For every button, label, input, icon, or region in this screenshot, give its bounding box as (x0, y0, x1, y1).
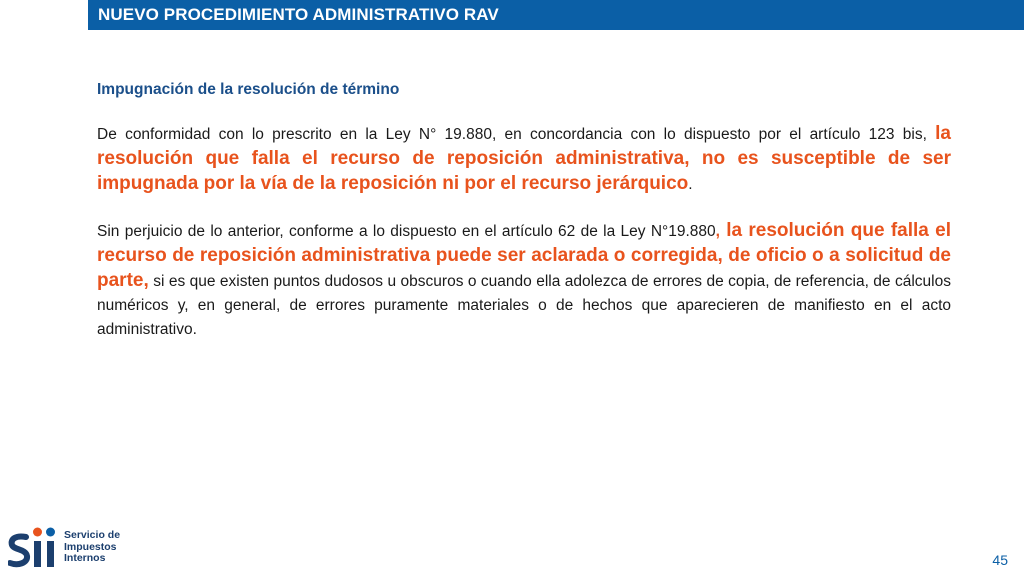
paragraph-2 (97, 219, 951, 342)
paragraph-2-highlight: la resolución que falla el recurso de reposición administrativa puede ser aclarada o corregida, de oficio o a solicitud de parte, (97, 220, 951, 291)
paragraph-2-rest: si es que existen puntos dudosos u obscuros o cuando ella adolezca de errores de copia, de referencia, de cálculos numéricos y, en general, de errores puramente materiales o de hechos que aparecieren de manifiesto en el acto administrativo. (97, 273, 951, 338)
logo-line-2: Impuestos (64, 540, 117, 553)
header-bar (88, 0, 1024, 30)
sii-logo-mark (8, 525, 60, 569)
logo-line-1: Servicio de (64, 529, 121, 541)
section-subtitle: Impugnación de la resolución de término (97, 81, 400, 98)
sii-logo-text (64, 530, 120, 565)
slide-title: NUEVO PROCEDIMIENTO ADMINISTRATIVO RAV (98, 5, 499, 24)
paragraph-1-end: . (688, 176, 693, 193)
paragraph-2-comma: , (715, 223, 720, 240)
sii-logo (8, 525, 148, 569)
paragraph-1-intro: De conformidad con lo prescrito en la Ley N° 19.880, en concordancia con lo dispuesto por el artículo 123 bis, (97, 126, 936, 143)
page-number: 45 (992, 552, 1008, 568)
paragraph-2-intro: Sin perjuicio de lo anterior, conforme a lo dispuesto en el artículo 62 de la Ley N°19.880 (97, 223, 716, 240)
paragraph-1-highlight: la resolución que falla el recurso de reposición administrativa, no es susceptible de ser impugnada por la vía de la reposición ni por el recurso jerárquico (97, 123, 951, 194)
slide-content (97, 80, 951, 342)
paragraph-1 (97, 122, 951, 197)
logo-line-3: Internos (64, 552, 106, 564)
